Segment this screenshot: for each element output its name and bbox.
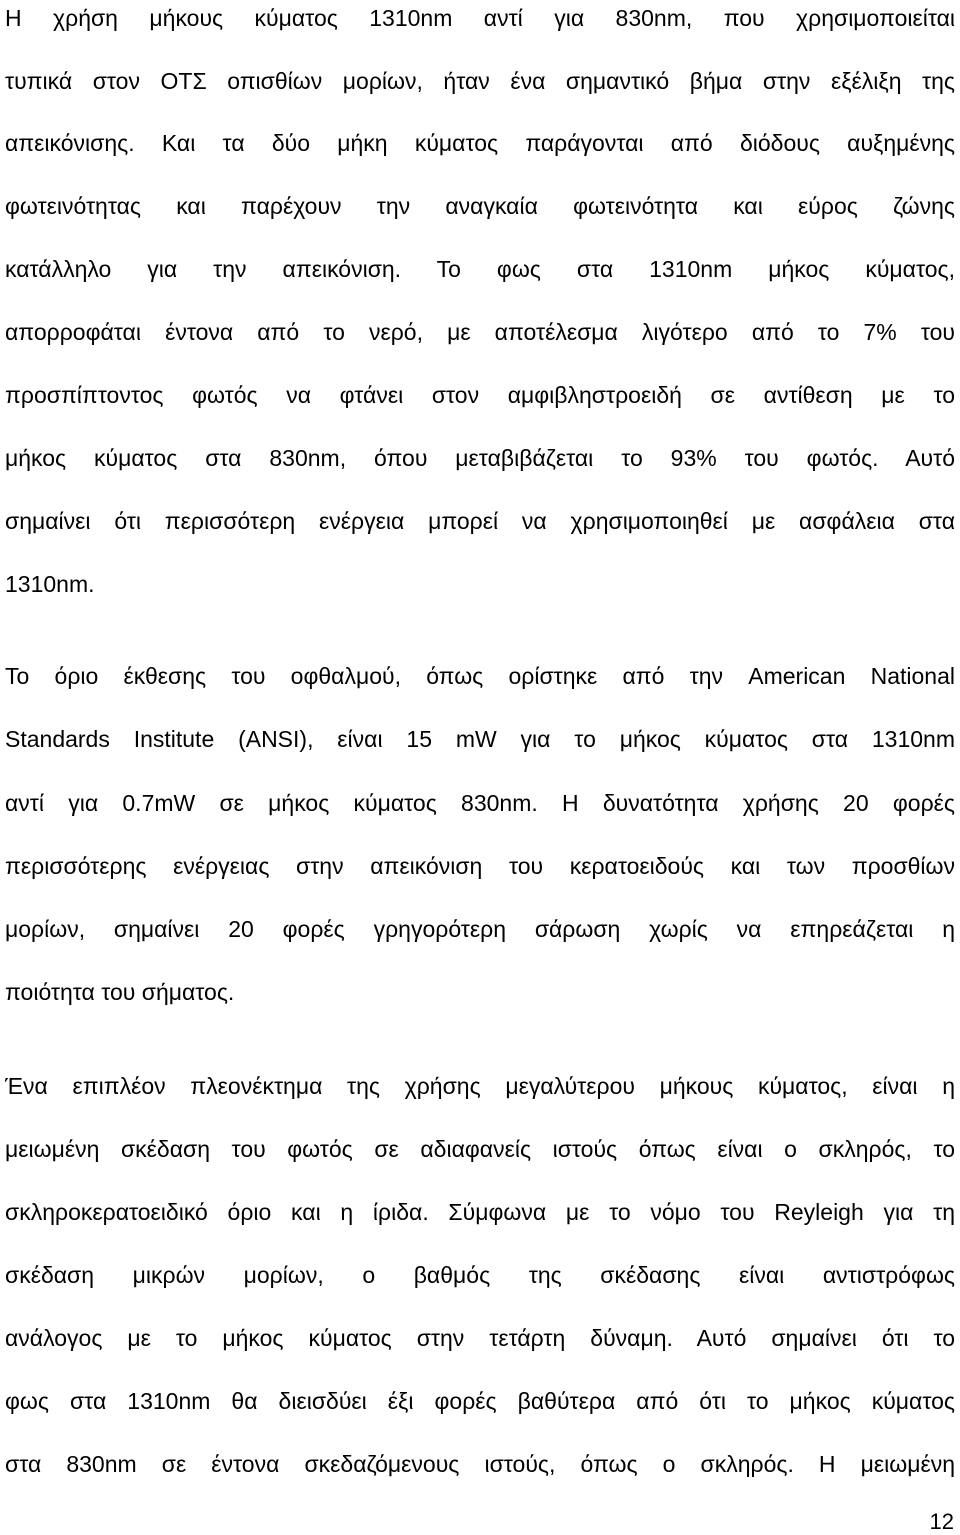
text-line: Ένα επιπλέον πλεονέκτημα της χρήσης μεγαλύτερου μήκους κύματος, είναι η xyxy=(5,1073,955,1099)
text-line: ανάλογος με το μήκος κύματος στην τετάρτη δύναμη. Αυτό σημαίνει ότι το xyxy=(5,1325,955,1351)
text-line: μειωμένη σκέδαση του φωτός σε αδιαφανείς ιστούς όπως είναι ο σκληρός, το xyxy=(5,1136,955,1162)
text-line: Η χρήση μήκους κύματος 1310nm αντί για 830nm, που χρησιμοποιείται xyxy=(5,5,955,31)
text-line: μήκος κύματος στα 830nm, όπου μεταβιβάζεται το 93% του φωτός. Αυτό xyxy=(5,445,955,471)
text-line: 1310nm. xyxy=(5,571,95,597)
text-line: φωτεινότητας και παρέχουν την αναγκαία φωτεινότητα και εύρος ζώνης xyxy=(5,193,955,219)
text-line: φως στα 1310nm θα διεισδύει έξι φορές βαθύτερα από ότι το μήκος κύματος xyxy=(5,1388,955,1414)
text-line: σκέδαση μικρών μορίων, ο βαθμός της σκέδασης είναι αντιστρόφως xyxy=(5,1262,955,1288)
text-line: σημαίνει ότι περισσότερη ενέργεια μπορεί να χρησιμοποιηθεί με ασφάλεια στα xyxy=(5,508,955,534)
text-line: στα 830nm σε έντονα σκεδαζόμενους ιστούς, όπως ο σκληρός. Η μειωμένη xyxy=(5,1451,955,1477)
text-line: μορίων, σημαίνει 20 φορές γρηγορότερη σάρωση χωρίς να επηρεάζεται η xyxy=(5,916,955,942)
text-line: Standards Institute (ANSI), είναι 15 mW για το μήκος κύματος στα 1310nm xyxy=(5,726,955,752)
text-line: περισσότερης ενέργειας στην απεικόνιση του κερατοειδούς και των προσθίων xyxy=(5,853,955,879)
text-line: προσπίπτοντος φωτός να φτάνει στον αμφιβληστροειδή σε αντίθεση με το xyxy=(5,382,955,408)
text-line: απεικόνισης. Και τα δύο μήκη κύματος παράγονται από διόδους αυξημένης xyxy=(5,130,955,156)
page-number: 12 xyxy=(929,1509,954,1534)
text-line: αντί για 0.7mW σε μήκος κύματος 830nm. Η δυνατότητα χρήσης 20 φορές xyxy=(5,790,955,816)
text-line: Το όριο έκθεσης του οφθαλμού, όπως ορίστηκε από την American National xyxy=(5,663,955,689)
text-line: ποιότητα του σήματος. xyxy=(5,979,235,1005)
text-line: σκληροκερατοειδικό όριο και η ίριδα. Σύμφωνα με το νόμο του Reyleigh για τη xyxy=(5,1199,955,1225)
text-line: απορροφάται έντονα από το νερό, με αποτέλεσμα λιγότερο από το 7% του xyxy=(5,319,955,345)
text-line: τυπικά στον ΟΤΣ οπισθίων μορίων, ήταν ένα σημαντικό βήμα στην εξέλιξη της xyxy=(5,68,955,94)
text-line: κατάλληλο για την απεικόνιση. Το φως στα 1310nm μήκος κύματος, xyxy=(5,256,955,282)
